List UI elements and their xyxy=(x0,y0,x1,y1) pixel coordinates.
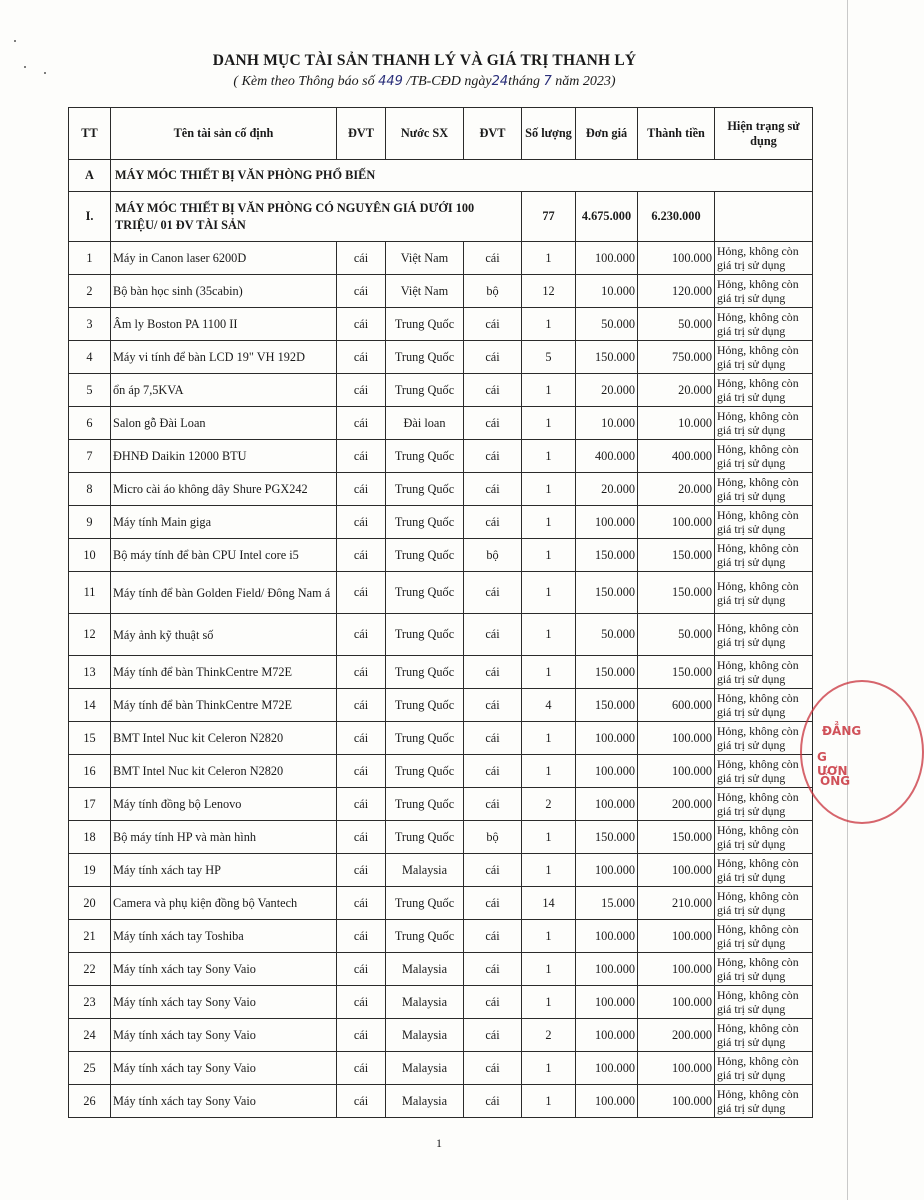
cell-asset-name: Micro cài áo không dây Shure PGX242 xyxy=(111,473,337,506)
section-a-row xyxy=(69,160,813,192)
cell-asset-name: Máy tính xách tay Sony Vaio xyxy=(111,1085,337,1118)
cell-status: Hỏng, không còn giá trị sử dụng xyxy=(715,308,813,341)
cell-total: 200.000 xyxy=(638,788,715,821)
cell-status: Hỏng, không còn giá trị sử dụng xyxy=(715,953,813,986)
cell-quantity: 1 xyxy=(522,572,576,614)
cell-unit-2: cái xyxy=(464,1052,522,1085)
header-quantity: Số lượng xyxy=(522,108,576,160)
table-row xyxy=(69,953,813,986)
scan-speck xyxy=(14,40,16,42)
cell-country: Trung Quốc xyxy=(386,788,464,821)
section-a-tt: A xyxy=(69,160,111,192)
cell-country: Đài loan xyxy=(386,407,464,440)
cell-country: Trung Quốc xyxy=(386,689,464,722)
cell-row-number: 20 xyxy=(69,887,111,920)
table-row xyxy=(69,920,813,953)
table-row xyxy=(69,440,813,473)
cell-row-number: 6 xyxy=(69,407,111,440)
cell-country: Trung Quốc xyxy=(386,440,464,473)
cell-unit-price: 150.000 xyxy=(576,572,638,614)
cell-total: 150.000 xyxy=(638,656,715,689)
cell-unit-2: bộ xyxy=(464,275,522,308)
cell-row-number: 16 xyxy=(69,755,111,788)
section-i-name: MÁY MÓC THIẾT BỊ VĂN PHÒNG CÓ NGUYÊN GIÁ DƯỚI 100 TRIỆU/ 01 ĐV TÀI SẢN xyxy=(111,192,522,242)
cell-quantity: 1 xyxy=(522,920,576,953)
cell-total: 20.000 xyxy=(638,473,715,506)
cell-total: 750.000 xyxy=(638,341,715,374)
table-row xyxy=(69,887,813,920)
cell-row-number: 26 xyxy=(69,1085,111,1118)
cell-unit-price: 100.000 xyxy=(576,242,638,275)
cell-unit-2: bộ xyxy=(464,821,522,854)
cell-unit-price: 10.000 xyxy=(576,407,638,440)
cell-unit-price: 100.000 xyxy=(576,1052,638,1085)
cell-country: Malaysia xyxy=(386,986,464,1019)
cell-status: Hỏng, không còn giá trị sử dụng xyxy=(715,275,813,308)
cell-unit-price: 100.000 xyxy=(576,722,638,755)
cell-total: 100.000 xyxy=(638,854,715,887)
cell-unit-2: cái xyxy=(464,953,522,986)
cell-unit: cái xyxy=(337,788,386,821)
cell-asset-name: Máy vi tính để bàn LCD 19" VH 192D xyxy=(111,341,337,374)
table-row xyxy=(69,242,813,275)
cell-unit-2: cái xyxy=(464,614,522,656)
cell-total: 100.000 xyxy=(638,920,715,953)
cell-quantity: 1 xyxy=(522,1052,576,1085)
cell-asset-name: Máy tính xách tay Toshiba xyxy=(111,920,337,953)
cell-unit-2: cái xyxy=(464,341,522,374)
cell-unit-price: 400.000 xyxy=(576,440,638,473)
cell-row-number: 22 xyxy=(69,953,111,986)
cell-asset-name: Máy tính xách tay Sony Vaio xyxy=(111,953,337,986)
cell-quantity: 4 xyxy=(522,689,576,722)
cell-total: 150.000 xyxy=(638,821,715,854)
cell-unit-2: cái xyxy=(464,986,522,1019)
cell-unit-price: 150.000 xyxy=(576,689,638,722)
cell-status: Hỏng, không còn giá trị sử dụng xyxy=(715,887,813,920)
cell-country: Trung Quốc xyxy=(386,473,464,506)
cell-asset-name: Bộ bàn học sinh (35cabin) xyxy=(111,275,337,308)
cell-unit-price: 100.000 xyxy=(576,1085,638,1118)
cell-row-number: 3 xyxy=(69,308,111,341)
cell-status: Hỏng, không còn giá trị sử dụng xyxy=(715,1052,813,1085)
cell-status: Hỏng, không còn giá trị sử dụng xyxy=(715,755,813,788)
cell-unit-2: cái xyxy=(464,788,522,821)
cell-status: Hỏng, không còn giá trị sử dụng xyxy=(715,341,813,374)
cell-row-number: 18 xyxy=(69,821,111,854)
cell-unit-2: cái xyxy=(464,854,522,887)
cell-quantity: 1 xyxy=(522,986,576,1019)
section-i-tt: I. xyxy=(69,192,111,242)
cell-country: Trung Quốc xyxy=(386,614,464,656)
section-i-unit-price: 4.675.000 xyxy=(576,192,638,242)
subtitle-month: 7 xyxy=(543,74,552,89)
cell-unit: cái xyxy=(337,341,386,374)
section-i-total: 6.230.000 xyxy=(638,192,715,242)
cell-unit-2: cái xyxy=(464,440,522,473)
cell-asset-name: Máy tính để bàn Golden Field/ Đông Nam á xyxy=(111,572,337,614)
cell-status: Hỏng, không còn giá trị sử dụng xyxy=(715,407,813,440)
cell-unit-price: 10.000 xyxy=(576,275,638,308)
cell-unit: cái xyxy=(337,821,386,854)
cell-quantity: 2 xyxy=(522,1019,576,1052)
header-total: Thành tiền xyxy=(638,108,715,160)
cell-unit: cái xyxy=(337,308,386,341)
cell-asset-name: Máy tính xách tay Sony Vaio xyxy=(111,1052,337,1085)
cell-unit-price: 15.000 xyxy=(576,887,638,920)
cell-quantity: 1 xyxy=(522,656,576,689)
cell-unit: cái xyxy=(337,407,386,440)
cell-unit-2: cái xyxy=(464,407,522,440)
cell-unit: cái xyxy=(337,473,386,506)
subtitle-number: 449 xyxy=(378,74,403,89)
cell-status: Hỏng, không còn giá trị sử dụng xyxy=(715,689,813,722)
cell-unit: cái xyxy=(337,854,386,887)
cell-row-number: 4 xyxy=(69,341,111,374)
cell-row-number: 11 xyxy=(69,572,111,614)
cell-quantity: 1 xyxy=(522,242,576,275)
cell-country: Trung Quốc xyxy=(386,539,464,572)
cell-total: 200.000 xyxy=(638,1019,715,1052)
cell-total: 100.000 xyxy=(638,755,715,788)
table-row xyxy=(69,1019,813,1052)
header-country: Nước SX xyxy=(386,108,464,160)
cell-unit-price: 20.000 xyxy=(576,473,638,506)
cell-row-number: 1 xyxy=(69,242,111,275)
stamp-text-1: ĐẲNG xyxy=(822,724,862,738)
cell-unit-2: cái xyxy=(464,722,522,755)
cell-unit-2: cái xyxy=(464,887,522,920)
subtitle-month-label: tháng xyxy=(508,74,544,89)
cell-unit-price: 150.000 xyxy=(576,341,638,374)
table-row xyxy=(69,1085,813,1118)
page-edge xyxy=(847,0,848,1200)
page-number: 1 xyxy=(436,1136,442,1150)
cell-quantity: 1 xyxy=(522,506,576,539)
table-row xyxy=(69,275,813,308)
cell-unit: cái xyxy=(337,689,386,722)
table-row xyxy=(69,539,813,572)
cell-status: Hỏng, không còn giá trị sử dụng xyxy=(715,854,813,887)
cell-unit-price: 50.000 xyxy=(576,614,638,656)
cell-status: Hỏng, không còn giá trị sử dụng xyxy=(715,788,813,821)
cell-unit-2: cái xyxy=(464,473,522,506)
cell-country: Việt Nam xyxy=(386,275,464,308)
cell-unit-2: cái xyxy=(464,1085,522,1118)
cell-country: Trung Quốc xyxy=(386,506,464,539)
stamp-text-3: ỐNG xyxy=(820,774,851,788)
cell-country: Malaysia xyxy=(386,854,464,887)
cell-country: Malaysia xyxy=(386,1052,464,1085)
cell-unit-2: cái xyxy=(464,755,522,788)
subtitle-prefix: ( Kèm theo Thông báo số xyxy=(233,74,379,89)
section-i-status xyxy=(715,192,813,242)
cell-total: 120.000 xyxy=(638,275,715,308)
cell-status: Hỏng, không còn giá trị sử dụng xyxy=(715,1019,813,1052)
table-row xyxy=(69,506,813,539)
table-row xyxy=(69,473,813,506)
cell-status: Hỏng, không còn giá trị sử dụng xyxy=(715,473,813,506)
cell-quantity: 1 xyxy=(522,539,576,572)
cell-total: 400.000 xyxy=(638,440,715,473)
cell-unit: cái xyxy=(337,539,386,572)
cell-status: Hỏng, không còn giá trị sử dụng xyxy=(715,986,813,1019)
cell-asset-name: ĐHNĐ Daikin 12000 BTU xyxy=(111,440,337,473)
cell-row-number: 15 xyxy=(69,722,111,755)
cell-country: Trung Quốc xyxy=(386,920,464,953)
cell-country: Trung Quốc xyxy=(386,821,464,854)
table-row xyxy=(69,341,813,374)
cell-row-number: 2 xyxy=(69,275,111,308)
cell-unit-price: 100.000 xyxy=(576,788,638,821)
cell-status: Hỏng, không còn giá trị sử dụng xyxy=(715,572,813,614)
cell-unit: cái xyxy=(337,722,386,755)
cell-asset-name: Bộ máy tính để bàn CPU Intel core i5 xyxy=(111,539,337,572)
table-row xyxy=(69,986,813,1019)
cell-unit-price: 150.000 xyxy=(576,821,638,854)
table-row xyxy=(69,788,813,821)
subtitle-suffix: năm 2023) xyxy=(551,74,616,89)
cell-unit: cái xyxy=(337,656,386,689)
cell-row-number: 8 xyxy=(69,473,111,506)
cell-unit-price: 100.000 xyxy=(576,506,638,539)
cell-quantity: 1 xyxy=(522,473,576,506)
cell-unit-2: cái xyxy=(464,689,522,722)
cell-total: 150.000 xyxy=(638,539,715,572)
cell-row-number: 7 xyxy=(69,440,111,473)
cell-status: Hỏng, không còn giá trị sử dụng xyxy=(715,506,813,539)
cell-status: Hỏng, không còn giá trị sử dụng xyxy=(715,920,813,953)
cell-row-number: 24 xyxy=(69,1019,111,1052)
cell-row-number: 21 xyxy=(69,920,111,953)
cell-quantity: 1 xyxy=(522,821,576,854)
cell-unit: cái xyxy=(337,920,386,953)
header-unit-2: ĐVT xyxy=(464,108,522,160)
cell-total: 100.000 xyxy=(638,242,715,275)
document-title: DANH MỤC TÀI SẢN THANH LÝ VÀ GIÁ TRỊ THANH LÝ xyxy=(212,52,637,69)
cell-unit-2: cái xyxy=(464,374,522,407)
cell-country: Trung Quốc xyxy=(386,374,464,407)
cell-unit: cái xyxy=(337,1085,386,1118)
table-row xyxy=(69,572,813,614)
cell-unit: cái xyxy=(337,275,386,308)
cell-quantity: 1 xyxy=(522,407,576,440)
header-unit-price: Đơn giá xyxy=(576,108,638,160)
cell-status: Hỏng, không còn giá trị sử dụng xyxy=(715,614,813,656)
cell-quantity: 1 xyxy=(522,722,576,755)
cell-unit-2: cái xyxy=(464,308,522,341)
cell-country: Trung Quốc xyxy=(386,722,464,755)
cell-status: Hỏng, không còn giá trị sử dụng xyxy=(715,440,813,473)
cell-unit: cái xyxy=(337,614,386,656)
cell-asset-name: Bộ máy tính HP và màn hình xyxy=(111,821,337,854)
cell-unit-price: 100.000 xyxy=(576,755,638,788)
cell-total: 100.000 xyxy=(638,953,715,986)
cell-unit: cái xyxy=(337,374,386,407)
cell-row-number: 5 xyxy=(69,374,111,407)
cell-row-number: 13 xyxy=(69,656,111,689)
cell-row-number: 14 xyxy=(69,689,111,722)
cell-quantity: 1 xyxy=(522,953,576,986)
cell-country: Việt Nam xyxy=(386,242,464,275)
cell-asset-name: Camera và phụ kiện đồng bộ Vantech xyxy=(111,887,337,920)
cell-status: Hỏng, không còn giá trị sử dụng xyxy=(715,1085,813,1118)
cell-country: Trung Quốc xyxy=(386,341,464,374)
cell-unit-price: 100.000 xyxy=(576,986,638,1019)
table-row xyxy=(69,722,813,755)
cell-total: 100.000 xyxy=(638,986,715,1019)
cell-status: Hỏng, không còn giá trị sử dụng xyxy=(715,722,813,755)
section-a-name: MÁY MÓC THIẾT BỊ VĂN PHÒNG PHỔ BIẾN xyxy=(111,160,813,192)
cell-unit: cái xyxy=(337,986,386,1019)
cell-country: Trung Quốc xyxy=(386,656,464,689)
cell-quantity: 1 xyxy=(522,1085,576,1118)
table-row xyxy=(69,374,813,407)
asset-table xyxy=(68,107,813,1118)
cell-unit-price: 20.000 xyxy=(576,374,638,407)
cell-country: Trung Quốc xyxy=(386,887,464,920)
cell-row-number: 17 xyxy=(69,788,111,821)
cell-asset-name: Máy tính để bàn ThinkCentre M72E xyxy=(111,656,337,689)
table-row xyxy=(69,407,813,440)
cell-asset-name: BMT Intel Nuc kit Celeron N2820 xyxy=(111,722,337,755)
section-i-quantity: 77 xyxy=(522,192,576,242)
table-row xyxy=(69,755,813,788)
table-row xyxy=(69,854,813,887)
cell-quantity: 2 xyxy=(522,788,576,821)
cell-country: Trung Quốc xyxy=(386,572,464,614)
cell-total: 210.000 xyxy=(638,887,715,920)
cell-country: Malaysia xyxy=(386,1085,464,1118)
cell-country: Trung Quốc xyxy=(386,755,464,788)
cell-row-number: 10 xyxy=(69,539,111,572)
cell-total: 150.000 xyxy=(638,572,715,614)
table-row xyxy=(69,1052,813,1085)
cell-quantity: 1 xyxy=(522,854,576,887)
cell-unit-price: 100.000 xyxy=(576,854,638,887)
cell-asset-name: Máy tính để bàn ThinkCentre M72E xyxy=(111,689,337,722)
cell-unit: cái xyxy=(337,1019,386,1052)
cell-total: 50.000 xyxy=(638,308,715,341)
cell-status: Hỏng, không còn giá trị sử dụng xyxy=(715,242,813,275)
cell-asset-name: Âm ly Boston PA 1100 II xyxy=(111,308,337,341)
cell-asset-name: Máy in Canon laser 6200D xyxy=(111,242,337,275)
cell-asset-name: Salon gỗ Đài Loan xyxy=(111,407,337,440)
cell-asset-name: Máy tính xách tay Sony Vaio xyxy=(111,1019,337,1052)
cell-quantity: 5 xyxy=(522,341,576,374)
cell-quantity: 1 xyxy=(522,440,576,473)
cell-unit-2: cái xyxy=(464,920,522,953)
cell-unit-price: 100.000 xyxy=(576,953,638,986)
cell-unit: cái xyxy=(337,887,386,920)
subtitle-day: 24 xyxy=(491,74,509,89)
cell-status: Hỏng, không còn giá trị sử dụng xyxy=(715,374,813,407)
cell-total: 100.000 xyxy=(638,506,715,539)
cell-quantity: 14 xyxy=(522,887,576,920)
cell-unit: cái xyxy=(337,440,386,473)
cell-quantity: 12 xyxy=(522,275,576,308)
cell-row-number: 19 xyxy=(69,854,111,887)
cell-quantity: 1 xyxy=(522,308,576,341)
cell-quantity: 1 xyxy=(522,755,576,788)
cell-unit: cái xyxy=(337,953,386,986)
cell-row-number: 12 xyxy=(69,614,111,656)
cell-unit-2: cái xyxy=(464,506,522,539)
cell-status: Hỏng, không còn giá trị sử dụng xyxy=(715,539,813,572)
cell-asset-name: BMT Intel Nuc kit Celeron N2820 xyxy=(111,755,337,788)
cell-unit: cái xyxy=(337,572,386,614)
cell-unit-2: cái xyxy=(464,656,522,689)
cell-country: Malaysia xyxy=(386,953,464,986)
cell-unit: cái xyxy=(337,506,386,539)
cell-unit-2: bộ xyxy=(464,539,522,572)
cell-row-number: 25 xyxy=(69,1052,111,1085)
table-row xyxy=(69,689,813,722)
cell-total: 100.000 xyxy=(638,1052,715,1085)
cell-asset-name: Máy tính xách tay Sony Vaio xyxy=(111,986,337,1019)
cell-unit-price: 150.000 xyxy=(576,539,638,572)
cell-unit-price: 150.000 xyxy=(576,656,638,689)
table-header-row xyxy=(69,108,813,160)
cell-total: 50.000 xyxy=(638,614,715,656)
cell-country: Malaysia xyxy=(386,1019,464,1052)
cell-asset-name: ổn áp 7,5KVA xyxy=(111,374,337,407)
stamp-text-2: G ƯƠN xyxy=(817,750,848,778)
cell-asset-name: Máy ảnh kỹ thuật số xyxy=(111,614,337,656)
cell-total: 100.000 xyxy=(638,722,715,755)
cell-unit: cái xyxy=(337,242,386,275)
cell-total: 20.000 xyxy=(638,374,715,407)
cell-unit-2: cái xyxy=(464,242,522,275)
cell-quantity: 1 xyxy=(522,374,576,407)
cell-row-number: 23 xyxy=(69,986,111,1019)
cell-total: 600.000 xyxy=(638,689,715,722)
cell-unit: cái xyxy=(337,1052,386,1085)
table-row xyxy=(69,308,813,341)
document-subtitle xyxy=(0,74,849,90)
header-tt: TT xyxy=(69,108,111,160)
cell-status: Hỏng, không còn giá trị sử dụng xyxy=(715,656,813,689)
cell-asset-name: Máy tính đồng bộ Lenovo xyxy=(111,788,337,821)
cell-unit: cái xyxy=(337,755,386,788)
cell-total: 10.000 xyxy=(638,407,715,440)
cell-status: Hỏng, không còn giá trị sử dụng xyxy=(715,821,813,854)
cell-unit-price: 100.000 xyxy=(576,920,638,953)
cell-country: Trung Quốc xyxy=(386,308,464,341)
table-row xyxy=(69,656,813,689)
header-unit: ĐVT xyxy=(337,108,386,160)
cell-unit-2: cái xyxy=(464,1019,522,1052)
cell-total: 100.000 xyxy=(638,1085,715,1118)
cell-asset-name: Máy tính xách tay HP xyxy=(111,854,337,887)
cell-quantity: 1 xyxy=(522,614,576,656)
header-name: Tên tài sản cố định xyxy=(111,108,337,160)
cell-unit-2: cái xyxy=(464,572,522,614)
cell-row-number: 9 xyxy=(69,506,111,539)
cell-unit-price: 100.000 xyxy=(576,1019,638,1052)
subtitle-middle: /TB-CĐD ngày xyxy=(402,74,492,89)
table-row xyxy=(69,821,813,854)
table-row xyxy=(69,614,813,656)
header-status: Hiện trạng sử dụng xyxy=(715,108,813,160)
cell-unit-price: 50.000 xyxy=(576,308,638,341)
section-i-row xyxy=(69,192,813,242)
cell-asset-name: Máy tính Main giga xyxy=(111,506,337,539)
